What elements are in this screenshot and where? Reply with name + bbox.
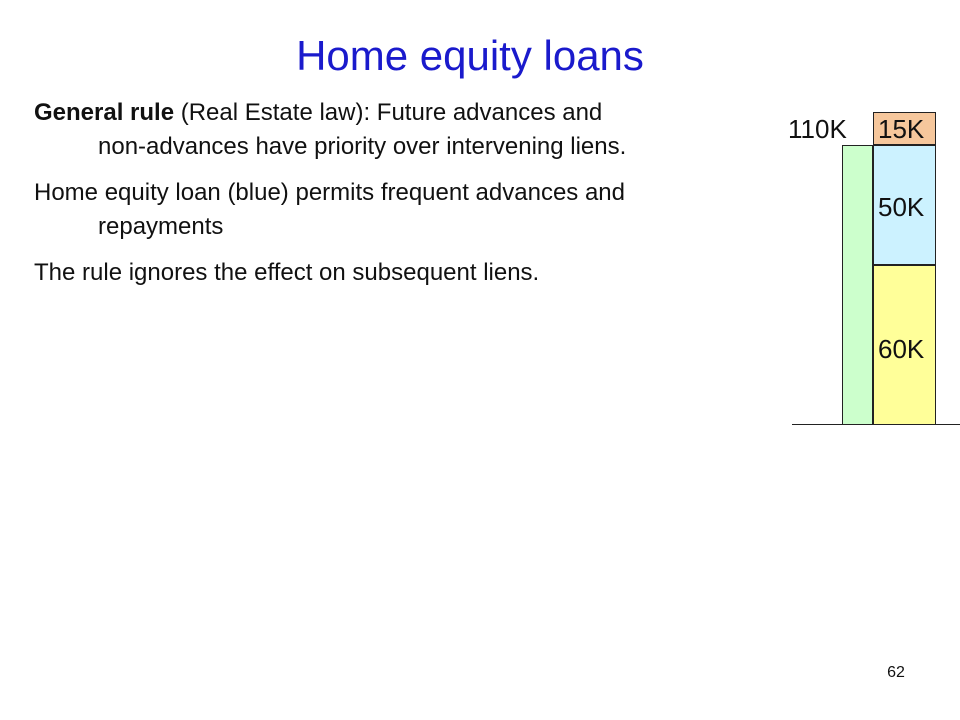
bullet-bold-lead: General rule — [34, 99, 175, 126]
lien-priority-diagram — [760, 100, 960, 440]
bullet-general-rule — [34, 96, 634, 164]
bullet-text: The rule ignores the effect on subsequent liens. — [34, 259, 540, 286]
bullet-home-equity — [34, 176, 634, 244]
bullet-rule-ignores — [34, 256, 634, 290]
slide-title: Home equity loans — [296, 32, 644, 79]
page-number: 62 — [887, 664, 905, 681]
label-15k: 15K — [878, 114, 925, 144]
bullet-text: Home equity loan (blue) permits frequent advances and repayments — [34, 179, 625, 240]
label-110k: 110K — [788, 114, 847, 144]
bullet-list — [34, 96, 634, 302]
bullet-text: (Real Estate law): Future advances and non-advances have priority over intervening liens. — [98, 99, 627, 160]
green-lien-bar — [842, 145, 873, 425]
label-50k: 50K — [878, 192, 925, 222]
label-60k: 60K — [878, 334, 925, 364]
